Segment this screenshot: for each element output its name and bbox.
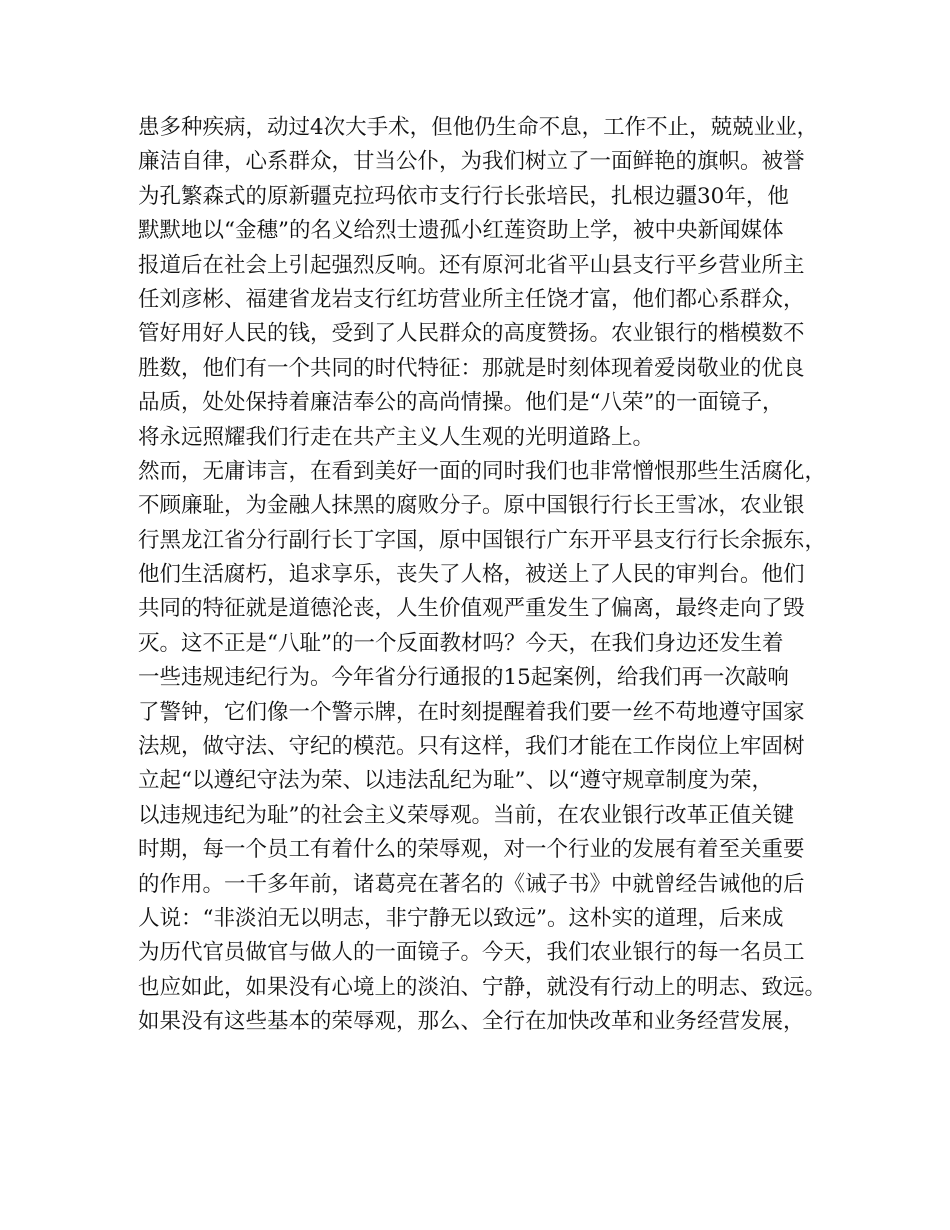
text-line: 一些违规违纪行为。今年省分行通报的15起案例，给我们再一次敲响 — [138, 665, 789, 691]
text-line: 灭。这不正是“八耻”的一个反面教材吗？今天，在我们身边还发生着 — [138, 630, 784, 656]
text-line: 如果没有这些基本的荣辱观，那么、全行在加快改革和业务经营发展， — [138, 1009, 805, 1035]
text-line: 不顾廉耻，为金融人抹黑的腐败分子。原中国银行行长王雪冰，农业银 — [138, 493, 805, 519]
text-line: 行黑龙江省分行副行长丁字国，原中国银行广东开平县支行行长余振东， — [138, 527, 827, 553]
text-line: 任刘彦彬、福建省龙岩支行红坊营业所主任饶才富，他们都心系群众， — [138, 286, 805, 312]
body-text — [138, 111, 838, 1040]
text-line: 默默地以“金穗”的名义给烈士遗孤小红莲资助上学，被中央新闻媒体 — [138, 218, 784, 244]
text-line: 他们生活腐朽，追求享乐，丧失了人格，被送上了人民的审判台。他们 — [138, 562, 805, 588]
text-line: 为历代官员做官与做人的一面镜子。今天，我们农业银行的每一名员工 — [138, 940, 805, 966]
text-line: 共同的特征就是道德沦丧，人生价值观严重发生了偏离，最终走向了毁 — [138, 596, 805, 622]
text-line: 品质，处处保持着廉洁奉公的高尚情操。他们是“八荣”的一面镜子， — [138, 390, 784, 416]
text-line: 的作用。一千多年前，诸葛亮在著名的《诫子书》中就曾经告诫他的后 — [138, 871, 805, 897]
text-line: 胜数，他们有一个共同的时代特征：那就是时刻体现着爱岗敬业的优良 — [138, 355, 805, 381]
text-line: 廉洁自律，心系群众，甘当公仆，为我们树立了一面鲜艳的旗帜。被誉 — [138, 149, 805, 175]
text-line: 管好用好人民的钱，受到了人民群众的高度赞扬。农业银行的楷模数不 — [138, 321, 805, 347]
text-line: 为孔繁森式的原新疆克拉玛依市支行行长张培民，扎根边疆30年，他 — [138, 183, 789, 209]
text-line: 立起“以遵纪守法为荣、以违法乱纪为耻”、以“遵守规章制度为荣， — [138, 768, 773, 794]
text-line: 报道后在社会上引起强烈反响。还有原河北省平山县支行平乡营业所主 — [138, 252, 805, 278]
text-line: 患多种疾病，动过4次大手术，但他仍生命不息，工作不止，兢兢业业， — [138, 115, 819, 140]
text-line: 然而，无庸讳言，在看到美好一面的同时我们也非常憎恨那些生活腐化， — [138, 458, 827, 484]
text-line: 法规，做守法、守纪的模范。只有这样，我们才能在工作岗位上牢固树 — [138, 734, 805, 760]
text-line: 将永远照耀我们行走在共产主义人生观的光明道路上。 — [138, 424, 655, 450]
text-line: 以违规违纪为耻”的社会主义荣辱观。当前，在农业银行改革正值关键 — [138, 802, 794, 828]
text-line: 人说：“非淡泊无以明志，非宁静无以致远”。这朴实的道理，后来成 — [138, 905, 784, 931]
text-line: 了警钟，它们像一个警示牌，在时刻提醒着我们要一丝不苟地遵守国家 — [138, 699, 805, 725]
text-line: 时期，每一个员工有着什么的荣辱观，对一个行业的发展有着至关重要 — [138, 837, 805, 863]
text-line: 也应如此，如果没有心境上的淡泊、宁静，就没有行动上的明志、致远。 — [138, 974, 827, 1000]
